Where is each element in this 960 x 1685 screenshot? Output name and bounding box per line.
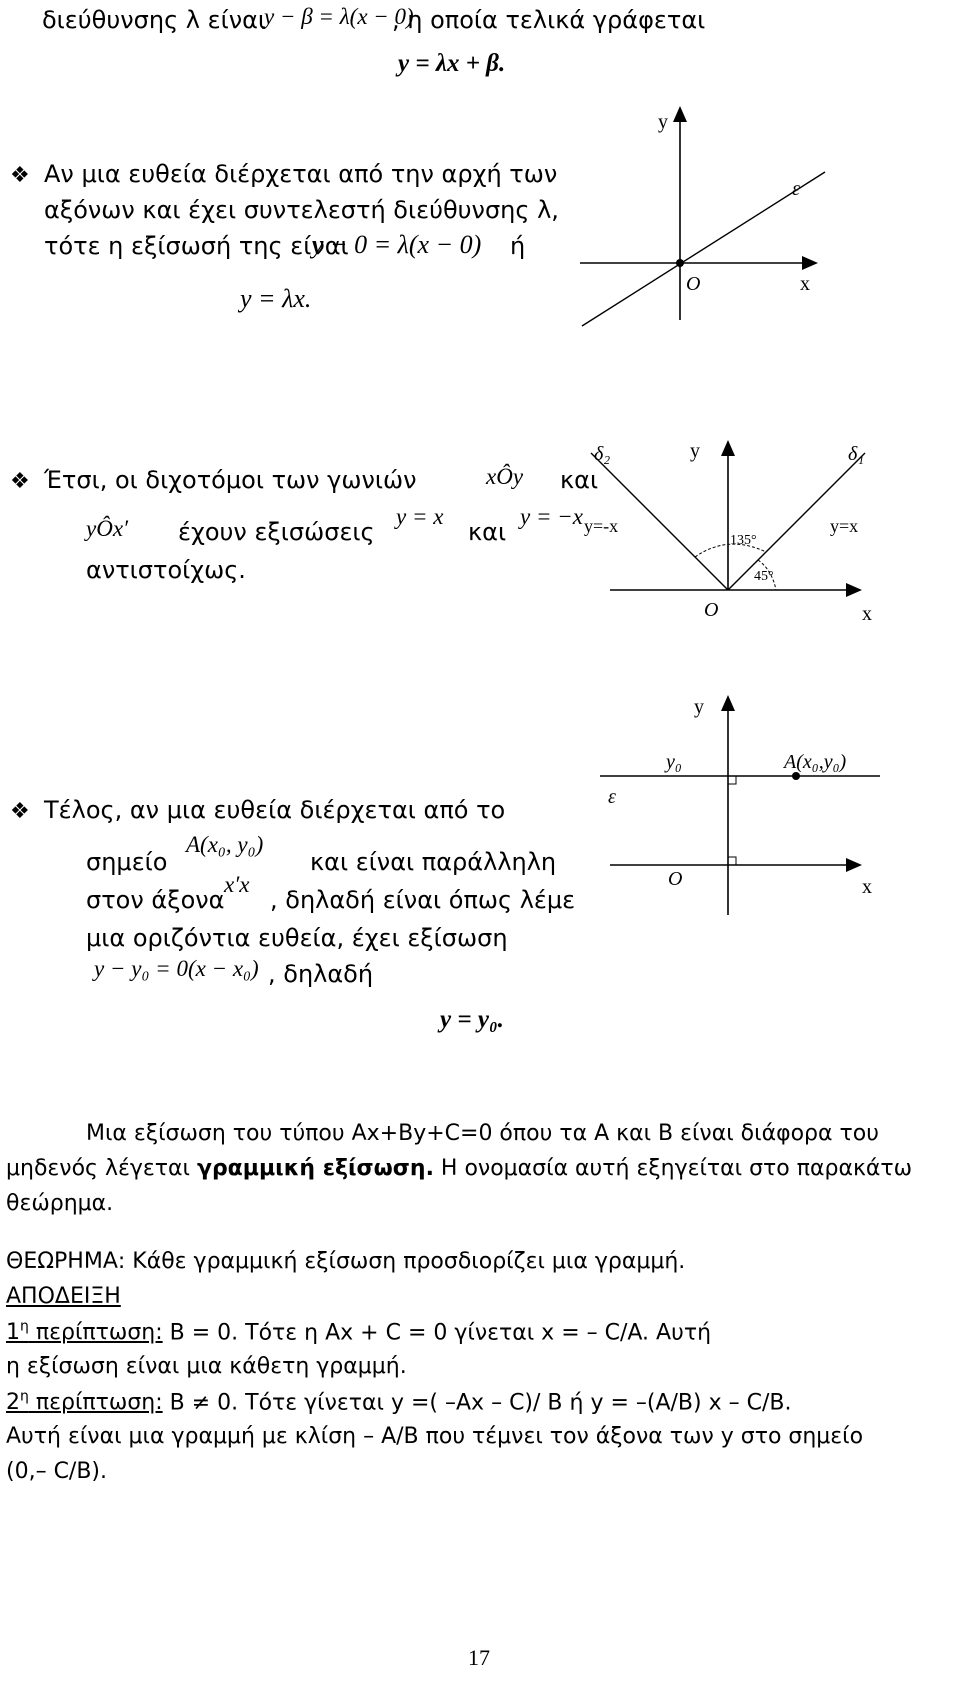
- bullet2-line2: έχουν εξισώσεις: [178, 518, 375, 546]
- figure-horizontal-line: [600, 685, 900, 925]
- figure-bisectors: [584, 430, 900, 640]
- case2-text: B ≠ 0. Τότε γίνεται y =( –Ax – C)/ B ή y = –(A/B) x – C/B.: [162, 1390, 792, 1416]
- bullet-diamond-icon: ❖: [10, 163, 30, 188]
- intro-text: διεύθυνσης λ είναι: [42, 6, 267, 34]
- x-axis-arrow-icon: [846, 583, 862, 597]
- para-line2: [6, 1156, 912, 1181]
- case1-label-text: περίπτωση:: [28, 1320, 163, 1346]
- fig1-x-label: x: [800, 273, 810, 295]
- case2-superscript: η: [20, 1389, 29, 1405]
- fig2-y-label: y: [690, 440, 700, 462]
- fig2-origin-label: O: [704, 599, 719, 621]
- case2-label-text: περίπτωση:: [28, 1390, 163, 1416]
- bullet1-line1: Αν μια ευθεία διέρχεται από την αρχή των: [44, 160, 558, 188]
- fig3-x-label: x: [862, 876, 872, 898]
- bullet3-line3b: , δηλαδή είναι όπως λέμε: [270, 886, 576, 914]
- bullet-diamond-icon: ❖: [10, 799, 30, 824]
- line-epsilon: [582, 172, 825, 326]
- fig2-45-label: 45°: [754, 569, 774, 584]
- fig1-origin-label: O: [686, 273, 701, 295]
- fig3-line-label: ε: [608, 786, 616, 808]
- fig2-x-label: x: [862, 603, 872, 625]
- right-angle-mark: [728, 857, 736, 865]
- case1-number: 1: [6, 1320, 20, 1346]
- bullet3-line1: Τέλος, αν μια ευθεία διέρχεται από το: [44, 796, 506, 824]
- fig2-135-label: 135°: [730, 533, 757, 548]
- bullet3-line3a: στον άξονα: [86, 886, 225, 914]
- bullet3-line2b: και είναι παράλληλη: [310, 848, 557, 876]
- point-a: A(x₀, y₀): [186, 832, 264, 857]
- bullet1-equation: y − 0 = λ(x − 0): [312, 230, 482, 259]
- y-axis-arrow-icon: [673, 106, 687, 122]
- fig2-d1-label: δ₁: [848, 443, 865, 465]
- y-axis-arrow-icon: [721, 440, 735, 456]
- bullet1-line2: αξόνων και έχει συντελεστή διεύθυνσης λ,: [44, 196, 559, 224]
- case1-line1: [6, 1319, 711, 1345]
- axis-xprime-x: x′x: [224, 872, 250, 897]
- angle-yox-prime: yÔx′: [86, 516, 129, 541]
- equation-y-eq-neg-x: y = −x: [520, 504, 583, 529]
- case1-label: [6, 1320, 163, 1345]
- origin-point: [676, 259, 684, 267]
- case1-text: B = 0. Τότε η Ax + C = 0 γίνεται x = – C/A. Αυτή: [162, 1320, 712, 1346]
- case1-superscript: η: [20, 1319, 29, 1335]
- x-axis-arrow-icon: [846, 858, 862, 872]
- angle-xoy: xÔy: [486, 464, 524, 489]
- case1-line2: η εξίσωση είναι μια κάθετη γραμμή.: [6, 1354, 407, 1379]
- bullet1-or: ή: [510, 232, 526, 260]
- equation-y-eq-x: y = x: [396, 504, 444, 529]
- bullet2-line1: Έτσι, οι διχοτόμοι των γωνιών: [44, 466, 417, 494]
- case2-line2: Αυτή είναι μια γραμμή με κλίση – A/B που τέμνει τον άξονα των y στο σημείο: [6, 1424, 864, 1449]
- fig3-y0-label: y₀: [666, 751, 682, 773]
- fig3-origin-label: O: [668, 868, 683, 890]
- fig3-point-label: A(x₀,y₀): [784, 751, 847, 773]
- bullet2-and1: και: [560, 466, 599, 494]
- proof-heading: ΑΠΟΔΕΙΞΗ: [6, 1284, 121, 1309]
- equation-y-y0: y = y₀.: [440, 1006, 504, 1033]
- figure-line-through-origin: [580, 100, 880, 325]
- fig3-y-label: y: [694, 696, 704, 718]
- page-number: 17: [468, 1645, 490, 1670]
- x-axis-arrow-icon: [802, 256, 818, 270]
- fig2-d2-label: δ₂: [594, 443, 611, 465]
- case2-line3: (0,– C/B).: [6, 1459, 108, 1484]
- bullet3-line5-tail: , δηλαδή: [268, 960, 374, 988]
- intro-equation: y − β = λ(x − 0): [264, 4, 414, 29]
- linear-equation-term: γραμμική εξίσωση.: [196, 1156, 434, 1181]
- equation-y-lx: y = λx.: [240, 284, 312, 313]
- intro-tail: , η οποία τελικά γράφεται: [392, 6, 706, 34]
- bullet3-line2a: σημείο: [86, 848, 168, 876]
- fig1-line-label: ε: [792, 178, 800, 200]
- bullet2-line3: αντιστοίχως.: [86, 556, 246, 584]
- bullet3-line4: μια οριζόντια ευθεία, έχει εξίσωση: [86, 924, 508, 952]
- bullet1-line3: τότε η εξίσωσή της είναι: [44, 232, 349, 260]
- right-angle-mark: [728, 776, 736, 784]
- y-axis-arrow-icon: [721, 695, 735, 711]
- case2-label: [6, 1390, 163, 1415]
- bullet3-equation: y − y₀ = 0(x − x₀): [94, 956, 259, 981]
- fig1-y-label: y: [658, 111, 668, 133]
- case2-number: 2: [6, 1390, 20, 1416]
- para-line3: θεώρημα.: [6, 1191, 114, 1216]
- case2-line1: [6, 1389, 791, 1415]
- para-line2-b: Η ονομασία αυτή εξηγείται στο παρακάτω: [433, 1156, 913, 1181]
- equation-y-lx-b: y = λx + β.: [398, 50, 506, 77]
- bullet-diamond-icon: ❖: [10, 469, 30, 494]
- para-line1: Μια εξίσωση του τύπου Αx+By+C=0 όπου τα A και B είναι διάφορα του: [86, 1121, 879, 1146]
- bullet2-and2: και: [468, 518, 507, 546]
- fig2-eq-neg-label: y=-x: [584, 516, 619, 536]
- fig2-eq-pos-label: y=x: [830, 516, 859, 536]
- point-a-marker: [792, 772, 800, 780]
- theorem-statement: ΘΕΩΡΗΜΑ: Κάθε γραμμική εξίσωση προσδιορίζει μια γραμμή.: [6, 1249, 686, 1274]
- para-line2-a: μηδενός λέγεται: [6, 1156, 197, 1181]
